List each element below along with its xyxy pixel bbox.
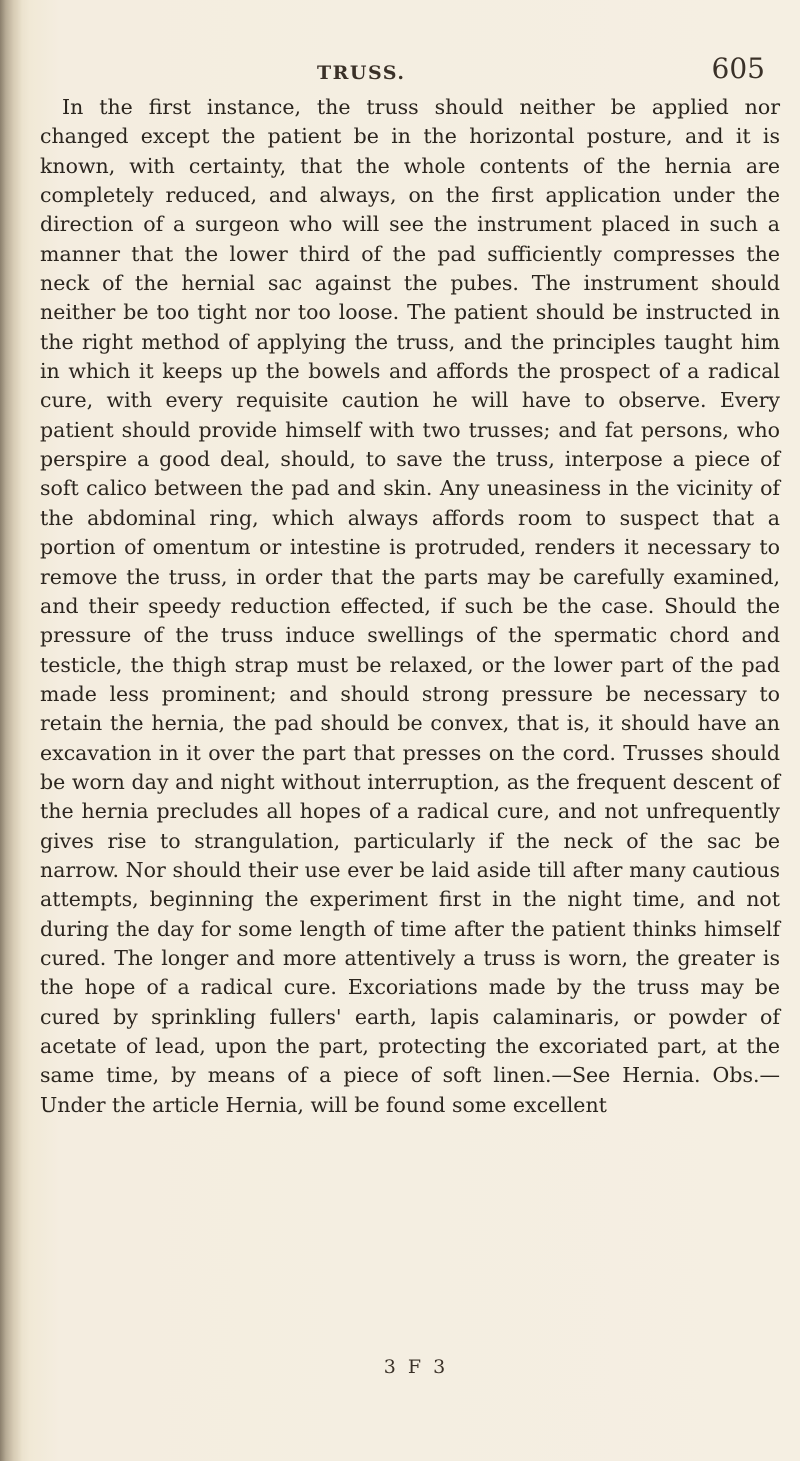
printer-signature	[0, 1356, 800, 1378]
body-paragraph: In the first instance, the truss should neither be applied nor changed except the patient be in the horizontal posture, and it is known, with certainty, that the whole contents of the hernia are completely reduced, and always, on the first application under the direction of a surgeon who will see the instrument placed in such a manner that the lower third of the pad sufficiently compresses the neck of the hernial sac against the pubes. The instrument should neither be too tight nor too loose. The patient should be instructed in the right method of applying the truss, and the principles taught him in which it keeps up the bowels and affords the prospect of a radical cure, with every requisite caution he will have to observe. Every patient should provide himself with two trusses; and fat persons, who perspire a good deal, should, to save the truss, interpose a piece of soft calico between the pad and skin. Any uneasiness in the vicinity of the abdominal ring, which always affords room to suspect that a portion of omentum or intestine is protruded, renders it necessary to remove the truss, in order that the parts may be carefully examined, and their speedy reduction effected, if such be the case. Should the pressure of the truss induce swellings of the spermatic chord and testicle, the thigh strap must be relaxed, or the lower part of the pad made less prominent; and should strong pressure be necessary to retain the hernia, the pad should be convex, that is, it should have an excavation in it over the part that presses on the cord. Trusses should be worn day and night without interruption, as the frequent descent of the hernia precludes all hopes of a radical cure, and not unfrequently gives rise to strangulation, particularly if the neck of the sac be narrow. Nor should their use ever be laid aside till after many cautious attempts, beginning the experiment first in the night time, and not during the day for some length of time after the patient thinks himself cured. The longer and more attentively a truss is worn, the greater is the hope of a radical cure. Excoriations made by the truss may be cured by sprinkling fullers' earth, lapis calaminaris, or powder of acetate of lead, upon the part, protecting the excoriated part, at the same time, by means of a piece of soft linen.—See Hernia. Obs.—Under the article Hernia, will be found some excellent	[40, 95, 780, 1117]
signature-mark: 3 F 3	[383, 1356, 449, 1378]
running-head: TRUSS.	[317, 62, 406, 84]
page-number: 605	[711, 52, 765, 85]
page-header	[0, 38, 800, 85]
binding-gutter	[0, 0, 22, 1461]
